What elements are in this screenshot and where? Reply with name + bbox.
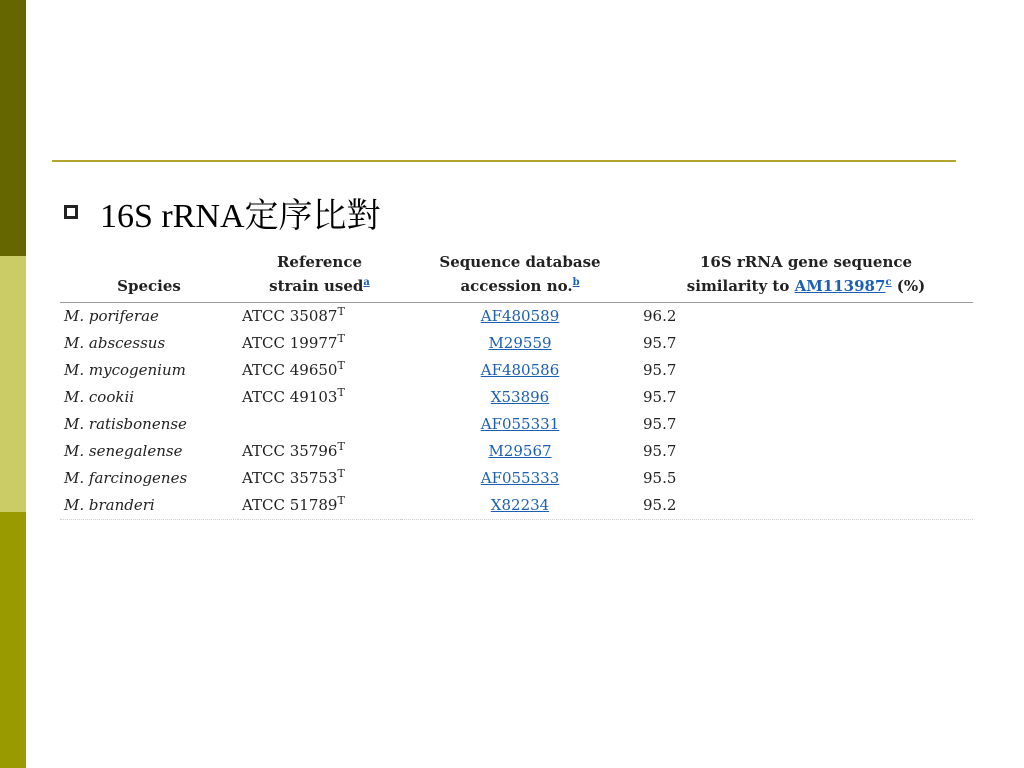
- strain-cell: [238, 303, 401, 331]
- table-row: [60, 384, 973, 411]
- accession-cell: [401, 465, 639, 492]
- strain-text: ATCC 49650: [242, 361, 338, 379]
- strain-cell: [238, 330, 401, 357]
- header-accession: [401, 248, 639, 303]
- species-cell: M. mycogenium: [64, 361, 186, 379]
- header-accession-line2: accession no.: [460, 277, 573, 295]
- similarity-cell: 95.5: [643, 469, 677, 487]
- accession-link[interactable]: AF055331: [480, 415, 560, 433]
- strain-text: ATCC 35796: [242, 442, 338, 460]
- accession-link[interactable]: M29559: [488, 334, 552, 352]
- accession-link[interactable]: X82234: [490, 496, 550, 514]
- header-similarity-prefix: similarity to: [686, 277, 795, 295]
- accession-cell: [401, 492, 639, 520]
- strain-cell: [238, 384, 401, 411]
- similarity-cell: 95.7: [643, 361, 677, 379]
- accession-cell: [401, 330, 639, 357]
- species-cell: M. branderi: [60, 492, 238, 520]
- table-row: [60, 438, 973, 465]
- left-band-top: [0, 0, 26, 256]
- strain-text: ATCC 35753: [242, 469, 338, 487]
- strain-cell: [238, 411, 401, 438]
- similarity-cell: 95.7: [643, 334, 677, 352]
- title-divider: [52, 160, 956, 162]
- slide-heading: [64, 190, 381, 234]
- accession-cell: [401, 411, 639, 438]
- similarity-cell: 95.7: [643, 415, 677, 433]
- accession-cell: [401, 357, 639, 384]
- accession-link[interactable]: AF480586: [480, 361, 560, 379]
- header-accession-line1: Sequence database: [439, 253, 601, 271]
- strain-cell: [238, 492, 401, 520]
- header-species: Species: [60, 248, 238, 303]
- square-bullet-icon: [64, 205, 78, 219]
- footnote-a-link[interactable]: a: [363, 277, 370, 288]
- type-strain-mark: T: [337, 386, 345, 399]
- left-band-middle: [0, 256, 26, 512]
- similarity-cell: 95.7: [643, 388, 677, 406]
- accession-cell: [401, 303, 639, 331]
- header-reference-line1: Reference: [276, 253, 363, 271]
- similarity-cell: 95.7: [643, 442, 677, 460]
- type-strain-mark: T: [337, 440, 345, 453]
- type-strain-mark: T: [337, 359, 345, 372]
- similarity-cell: 96.2: [643, 307, 677, 325]
- table-row: [60, 492, 973, 520]
- strain-cell: [238, 357, 401, 384]
- am113987-link[interactable]: AM113987: [794, 277, 886, 295]
- strain-cell: [238, 438, 401, 465]
- strain-text: ATCC 49103: [242, 388, 338, 406]
- table-row: [60, 357, 973, 384]
- table-row: [60, 411, 973, 438]
- accession-link[interactable]: AF055333: [480, 469, 560, 487]
- accession-link[interactable]: M29567: [488, 442, 552, 460]
- species-cell: M. cookii: [64, 388, 135, 406]
- type-strain-mark: T: [337, 305, 345, 318]
- species-cell: M. poriferae: [64, 307, 159, 325]
- similarity-cell: 95.2: [639, 492, 973, 520]
- accession-link[interactable]: X53896: [490, 388, 550, 406]
- table-row: [60, 330, 973, 357]
- species-cell: M. farcinogenes: [64, 469, 188, 487]
- strain-text: ATCC 51789: [242, 496, 338, 514]
- species-cell: M. abscessus: [64, 334, 166, 352]
- type-strain-mark: T: [337, 494, 345, 507]
- species-cell: M. ratisbonense: [64, 415, 187, 433]
- header-reference-line2: strain used: [269, 277, 364, 295]
- type-strain-mark: T: [337, 332, 345, 345]
- accession-link[interactable]: AF480589: [480, 307, 560, 325]
- accession-cell: [401, 438, 639, 465]
- strain-text: ATCC 35087: [242, 307, 338, 325]
- table-header-row: [60, 248, 973, 303]
- left-band-bottom: [0, 512, 26, 768]
- header-similarity-suffix: (%): [891, 277, 926, 295]
- strain-text: ATCC 19977: [242, 334, 338, 352]
- species-cell: M. senegalense: [64, 442, 183, 460]
- header-similarity-line1: 16S rRNA gene sequence: [699, 253, 913, 271]
- header-similarity: [639, 248, 973, 303]
- heading-text: 16S rRNA定序比對: [100, 197, 381, 235]
- species-table: [60, 248, 973, 520]
- footnote-c-link[interactable]: c: [885, 277, 892, 288]
- table-row: [60, 303, 973, 331]
- table-row: [60, 465, 973, 492]
- accession-cell: [401, 384, 639, 411]
- type-strain-mark: T: [337, 467, 345, 480]
- header-reference-strain: [238, 248, 401, 303]
- footnote-b-link[interactable]: b: [572, 277, 580, 288]
- strain-cell: [238, 465, 401, 492]
